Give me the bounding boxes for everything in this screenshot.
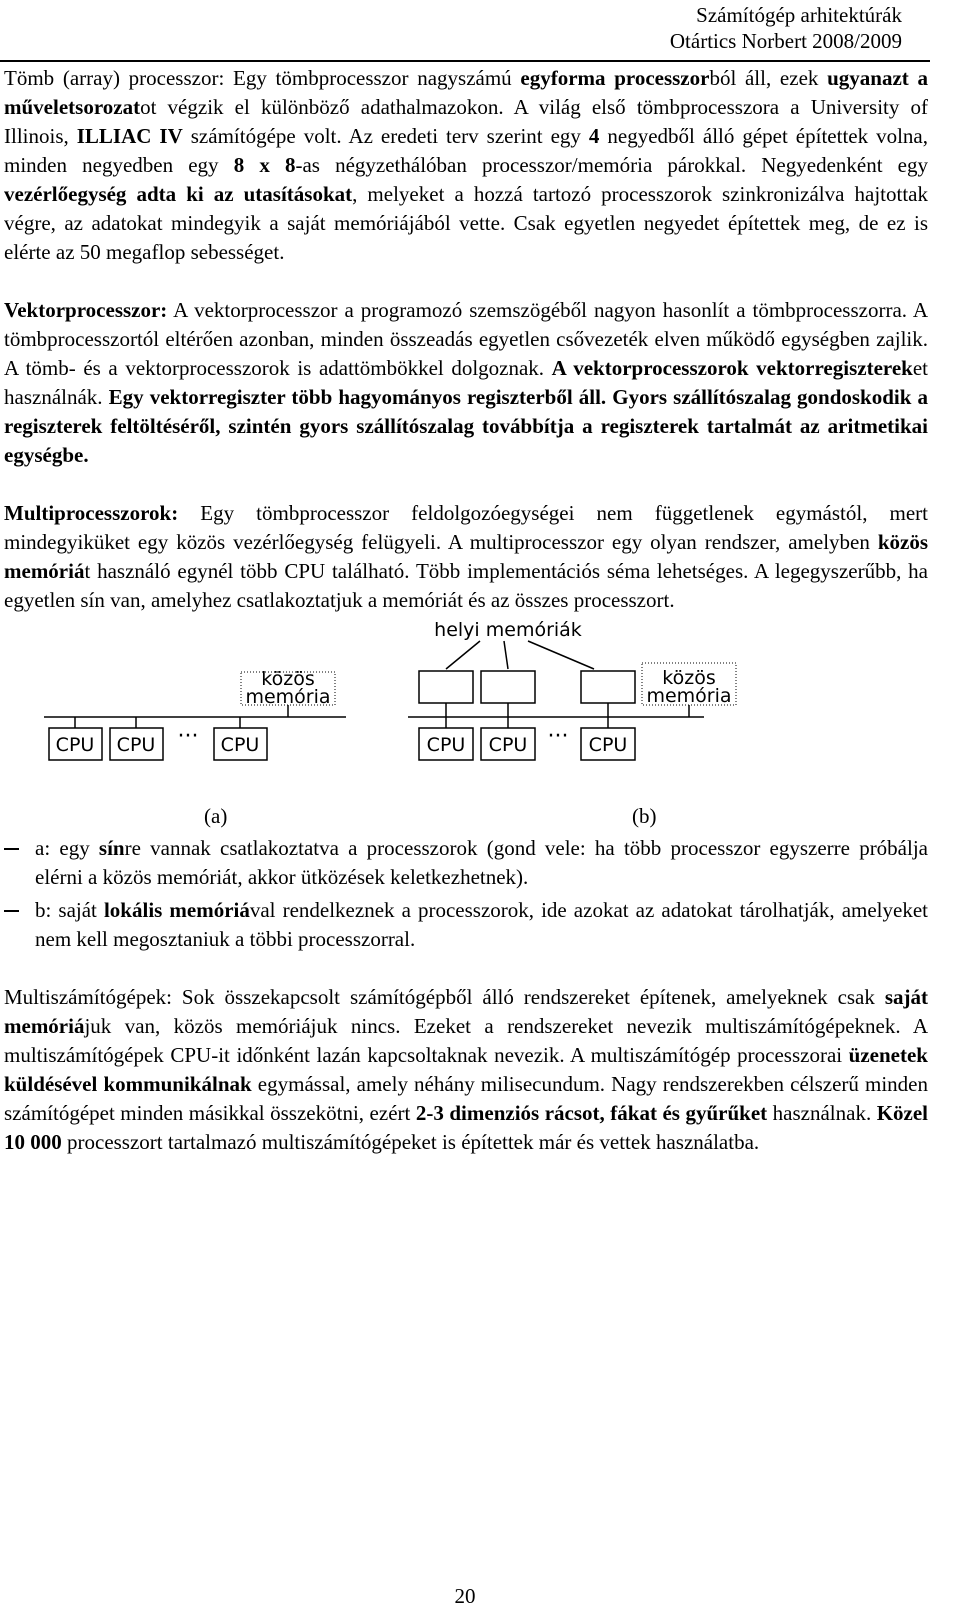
text: egymással, amely néhány milisecundum. Nagy rendszerekben célszerű minden számítógépet minden másikkal összekötni, ezért: [4, 1072, 928, 1125]
bold-text: A vektorprocesszorok vektorregiszterek: [551, 356, 913, 380]
shared-memory-label-b-line1: közös: [662, 667, 716, 689]
local-memory-box-3: [581, 671, 635, 703]
pointer-arrow-1: [446, 641, 480, 669]
text: a: egy: [35, 836, 99, 860]
bold-text: sín: [98, 836, 125, 860]
bold-text: ugyanazt a műveletsorozat: [4, 66, 928, 119]
paragraph-multiprocessors: [4, 499, 928, 615]
header-rule: [0, 60, 930, 62]
pointer-arrow-3: [528, 641, 594, 669]
caption-b: (b): [632, 804, 657, 828]
cpu-label-a2: CPU: [116, 734, 156, 756]
cpu-label-a1: CPU: [55, 734, 95, 756]
header-author-year: Otártics Norbert 2008/2009: [669, 29, 902, 53]
local-memory-box-2: [481, 671, 535, 703]
shared-memory-label-a-line1: közös: [261, 668, 315, 690]
text: ot végzik el különböző adathalmazokon. A világ első tömbprocesszora a University of Illinois,: [4, 95, 928, 148]
caption-a: (a): [204, 804, 228, 828]
shared-memory-label-a-line2: memória: [245, 686, 331, 708]
bold-text: közös memóriá: [4, 530, 928, 583]
text: A vektorprocesszor a programozó szemszögéből nagyon hasonlít a tömbprocesszorra. A tömbprocesszortól eltérően azonban, minden összeadás egyetlen csővezeték elven működő egységben zajlik. A tömb- és a vektorprocesszorok is adattömbökkel dolgoznak.: [4, 298, 928, 380]
text: , melyeket a hozzá tartozó processzorok szinkronizálva hajtottak végre, az adatokat mindegyik a saját memóriájából vette. Csak egyetlen negyedet építettek meg, de ez is elérte az 50 megaflop sebességet.: [4, 182, 928, 264]
text: negyedből álló gépet építettek volna, minden negyedben egy: [4, 124, 928, 177]
ellipsis-b: ···: [547, 724, 569, 749]
text: processzort tartalmazó multiszámítógépeket is építettek már és vettek használatba.: [61, 1130, 760, 1154]
text: használnak.: [767, 1101, 877, 1125]
multiprocessor-diagram: [4, 617, 928, 802]
pointer-arrow-2: [504, 641, 508, 669]
text: ból áll, ezek: [709, 66, 828, 90]
paragraph-vector-processor: [4, 296, 928, 470]
paragraph-multicomputers: [4, 983, 928, 1157]
bold-text: Közel 10 000: [4, 1101, 929, 1154]
diagram-explanation-list: [4, 834, 928, 954]
bold-text: lokális memóriá: [103, 898, 250, 922]
shared-memory-label-b-line2: memória: [646, 685, 732, 707]
text: t használó egynél több CPU található. Több implementációs séma lehetséges. A legegyszerűbb, ha egyetlen sín van, amelyhez csatlakoztatjuk a memóriát és az összes processzort.: [4, 559, 928, 612]
bold-text: 8 x 8: [233, 153, 296, 177]
cpu-label-b3: CPU: [588, 734, 628, 756]
dash-bullet: [4, 910, 19, 912]
text: b: saját: [35, 898, 104, 922]
cpu-label-b2: CPU: [488, 734, 528, 756]
text: számítógépe volt. Az eredeti terv szerint egy: [182, 124, 589, 148]
page-number: 20: [454, 1584, 476, 1608]
bold-text: Egy vektorregiszter több hagyományos regiszterből áll. Gyors szállítószalag gondoskodik a regiszterek feltöltéséről, szintén gyors szállítószalag továbbítja a regiszterek tartalmát az aritmetikai egységbe.: [4, 385, 929, 467]
paragraph-array-processor: [4, 64, 928, 267]
bold-text: 4: [588, 124, 600, 148]
bold-text: Multiprocesszorok:: [4, 501, 179, 525]
ellipsis-a: ···: [177, 724, 199, 749]
list-item-a: [4, 834, 928, 892]
dash-bullet: [4, 848, 19, 850]
bold-text: üzenetek küldésével kommunikálnak: [4, 1043, 928, 1096]
cpu-label-a3: CPU: [220, 734, 260, 756]
text: et használnák.: [4, 356, 928, 409]
diagram-svg: [4, 617, 928, 802]
cpu-label-b1: CPU: [426, 734, 466, 756]
local-memories-label: helyi memóriák: [434, 619, 582, 641]
text: juk van, közös memóriájuk nincs. Ezeket a rendszereket nevezik multiszámítógépeknek. A multiszámítógépek CPU-it időnként lazán kapcsoltaknak nevezik. A multiszámítógép processzorai: [4, 1014, 928, 1067]
bold-text: Vektorprocesszor:: [4, 298, 168, 322]
bold-text: 2-3 dimenziós rácsot, fákat és gyűrűket: [415, 1101, 768, 1125]
page-header: [670, 2, 902, 54]
page-body: [4, 64, 928, 1157]
bold-text: vezérlőegység adta ki az utasításokat: [4, 182, 353, 206]
text: re vannak csatlakoztatva a processzorok (gond vele: ha több processzor egyszerre próbálja elérni a közös memóriát, akkor ütközések keletkezhetnek).: [35, 836, 928, 889]
text: val rendelkeznek a processzorok, ide azokat az adatokat tárolhatják, amelyeket nem kell megosztaniuk a többi processzorral.: [35, 898, 928, 951]
diagram-captions: [4, 802, 928, 832]
header-course-title: Számítógép arhitektúrák: [696, 3, 902, 27]
bold-text: egyforma processzor: [520, 66, 710, 90]
bold-text: ILLIAC IV: [76, 124, 183, 148]
text: Tömb (array) processzor: Egy tömbprocesszor nagyszámú: [4, 66, 521, 90]
bold-text: saját memóriá: [4, 985, 928, 1038]
local-memory-box-1: [419, 671, 473, 703]
text: Egy tömbprocesszor feldolgozóegységei nem függetlenek egymástól, mert mindegyiküket egy közös vezérlőegység felügyeli. A multiprocesszor egy olyan rendszer, amelyben: [4, 501, 928, 554]
text: -as négyzethálóban processzor/memória párokkal. Negyedenként egy: [295, 153, 928, 177]
list-item-b: [4, 896, 928, 954]
text: Multiszámítógépek: Sok összekapcsolt számítógépből álló rendszereket építenek, amelyeknek csak: [4, 985, 885, 1009]
